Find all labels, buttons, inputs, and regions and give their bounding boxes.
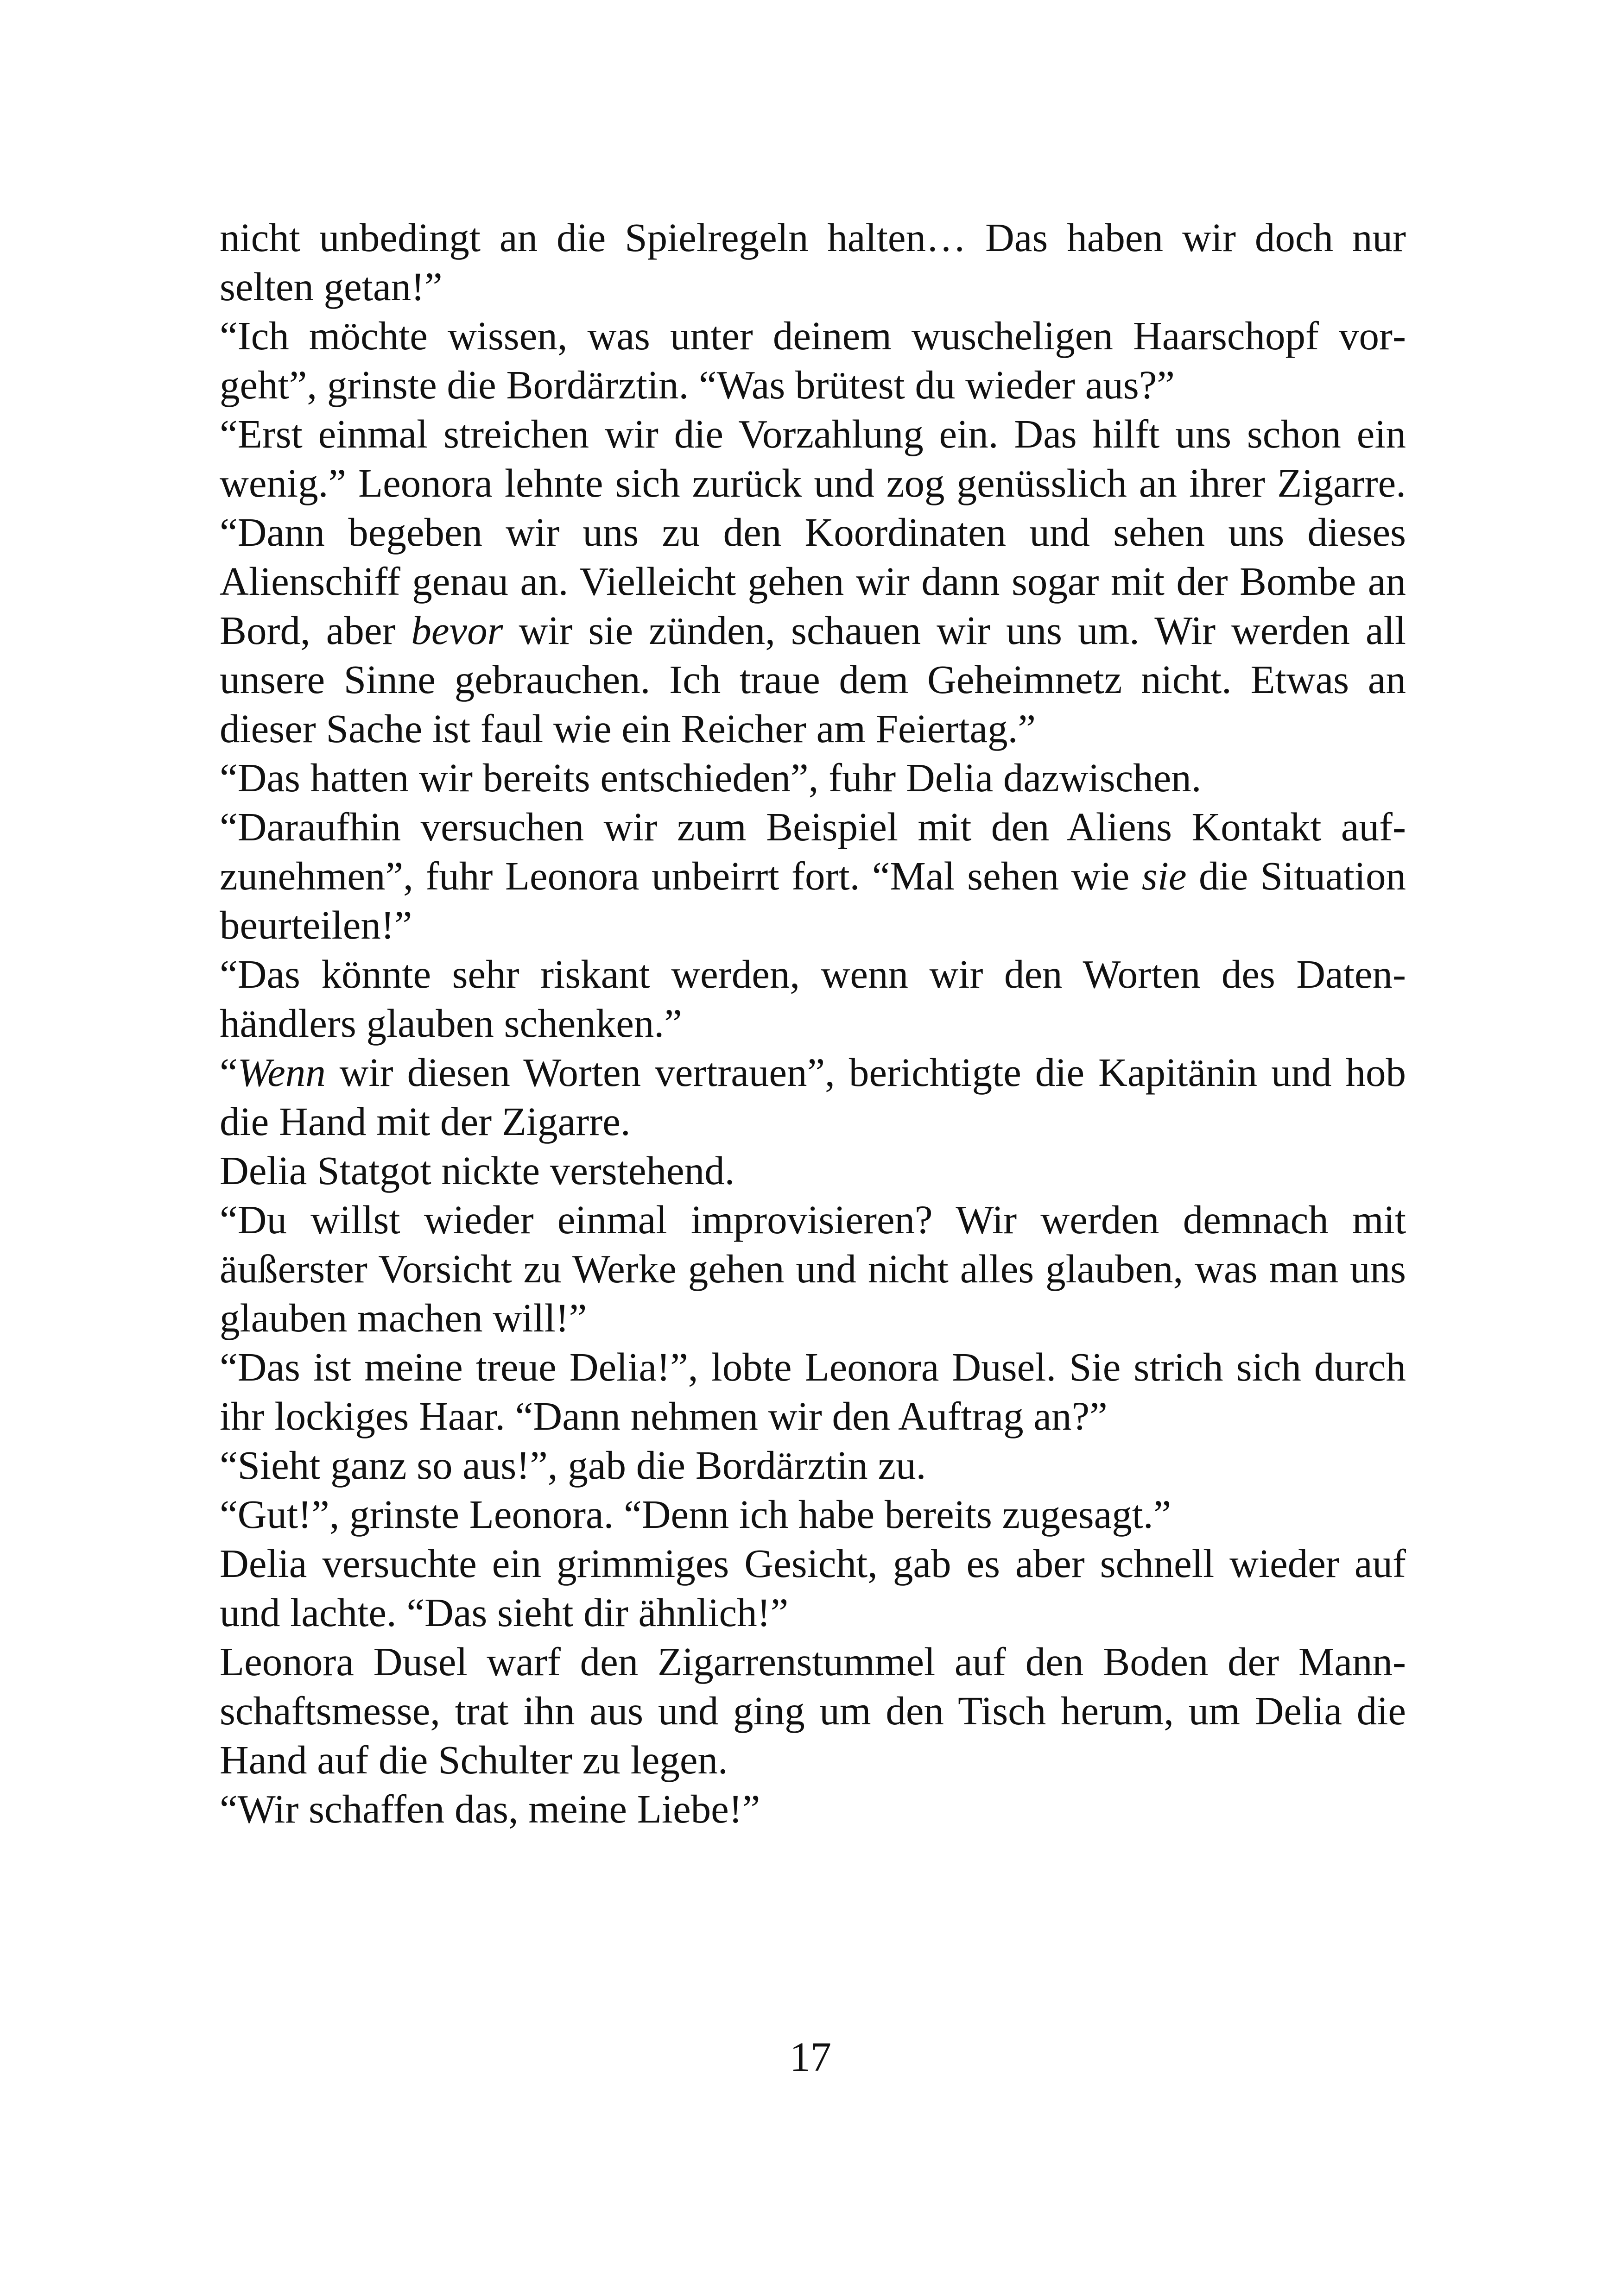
paragraph-text: nicht unbedingt an die Spielregeln halten… Das haben wir doch nur selten getan!”: [220, 215, 1406, 309]
paragraph: [220, 1343, 1406, 1441]
paragraph: [220, 1441, 1406, 1490]
paragraph: [220, 1048, 1406, 1146]
paragraph-text: “Das hatten wir bereits entschieden”, fuhr Delia dazwischen.: [220, 755, 1202, 800]
paragraph-text: wir sie zünden, schauen wir uns um. Wir werden all unsere Sinne gebrauchen. Ich traue dem Geheimnetz nicht. Etwas an dieser Sache ist faul wie ein Reicher am Feiertag.”: [220, 608, 1406, 751]
paragraph-text: “Wir schaffen das, meine Liebe!”: [220, 1786, 760, 1831]
emphasized-text: sie: [1141, 853, 1187, 898]
paragraph: [220, 213, 1406, 311]
paragraph-text: Delia Statgot nickte verstehend.: [220, 1148, 735, 1193]
paragraph-text: die Situation beurteilen!”: [220, 853, 1406, 947]
page-number: 17: [790, 2034, 831, 2080]
paragraph-text: “Daraufhin versuchen wir zum Beispiel mit den Aliens Kontakt aufzunehmen”, fuhr Leonora unbeirrt fort. “Mal sehen wie: [220, 804, 1406, 898]
emphasized-text: bevor: [411, 608, 503, 653]
paragraph-text: “Sieht ganz so aus!”, gab die Bordärztin zu.: [220, 1443, 926, 1488]
paragraph-text: “: [220, 1050, 238, 1095]
paragraph: [220, 1195, 1406, 1343]
paragraph-text: “Erst einmal streichen wir die Vorzahlung ein. Das hilft uns schon ein wenig.” Leonora lehnte sich zurück und zog genüsslich an ihrer Zigarre. “Dann begeben wir uns zu den Koordinaten und sehen uns dieses Alienschiff genau an. Vielleicht gehen wir dann sogar mit der Bombe an Bord, aber: [220, 411, 1406, 653]
paragraph-text: “Gut!”, grinste Leonora. “Denn ich habe bereits zugesagt.”: [220, 1492, 1171, 1537]
paragraph: [220, 1539, 1406, 1637]
paragraph: [220, 410, 1406, 753]
paragraph: [220, 1637, 1406, 1785]
paragraph: [220, 311, 1406, 410]
paragraph: [220, 1785, 1406, 1834]
paragraph: [220, 1490, 1406, 1539]
paragraph-text: “Das ist meine treue Delia!”, lobte Leonora Dusel. Sie strich sich durch ihr lockiges Haar. “Dann nehmen wir den Auftrag an?”: [220, 1344, 1406, 1438]
paragraph-text: wir diesen Worten vertrauen”, berichtigte die Kapitänin und hob die Hand mit der Zigarre.: [220, 1050, 1406, 1144]
paragraph-text: “Das könnte sehr riskant werden, wenn wir den Worten des Datenhändlers glauben schenken.”: [220, 952, 1406, 1046]
paragraph: [220, 1146, 1406, 1195]
paragraph: [220, 802, 1406, 950]
paragraph: [220, 950, 1406, 1048]
paragraph-text: “Du willst wieder einmal improvisieren? Wir werden demnach mit äußerster Vorsicht zu Werke gehen und nicht alles glauben, was man uns glauben machen will!”: [220, 1197, 1406, 1340]
paragraph-text: “Ich möchte wissen, was unter deinem wuscheligen Haarschopf vorgeht”, grinste die Bordärztin. “Was brütest du wieder aus?”: [220, 313, 1406, 407]
body-text: [220, 213, 1406, 1834]
paragraph-text: Delia versuchte ein grimmiges Gesicht, gab es aber schnell wieder auf und lachte. “Das sieht dir ähnlich!”: [220, 1541, 1406, 1635]
paragraph: [220, 753, 1406, 802]
paragraph-text: Leonora Dusel warf den Zigarrenstummel auf den Boden der Mannschaftsmesse, trat ihn aus und ging um den Tisch herum, um Delia die Hand auf die Schulter zu legen.: [220, 1639, 1406, 1782]
emphasized-text: Wenn: [237, 1050, 326, 1095]
